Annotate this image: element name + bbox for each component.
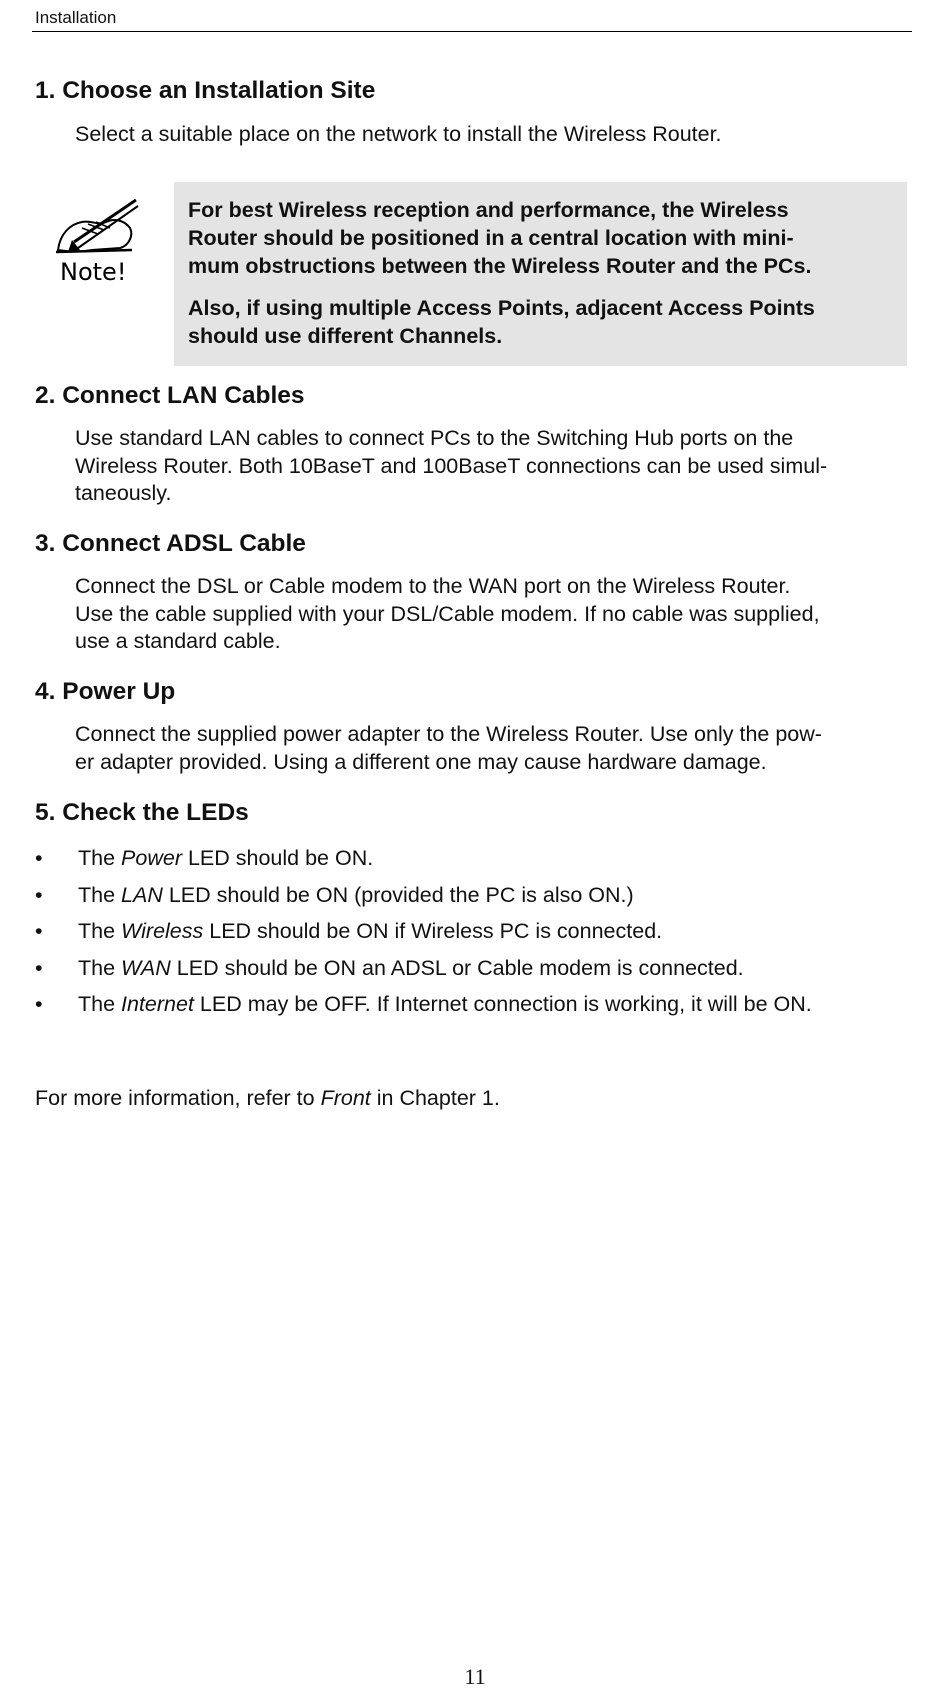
step-4-body (75, 721, 915, 776)
step-2-line: Wireless Router. Both 10BaseT and 100BaseT connections can be used simul- (75, 453, 828, 478)
page-number: 11 (464, 1664, 486, 1689)
note-icon (52, 194, 140, 286)
led-item-post: LED may be OFF. If Internet connection is working, it will be ON. (193, 992, 812, 1016)
note-line: Also, if using multiple Access Points, adjacent Access Points (188, 296, 815, 320)
step-5-heading: 5. Check the LEDs (35, 799, 249, 826)
led-item-pre: The (78, 955, 122, 980)
more-info-pre: For more information, refer to (35, 1086, 321, 1110)
page-header: Installation (35, 8, 117, 27)
led-item-text (78, 881, 634, 909)
step-1-line: Select a suitable place on the network to install the Wireless Router. (75, 122, 722, 146)
led-item-post: LED should be ON an ADSL or Cable modem is connected. (170, 955, 744, 980)
led-name: LAN (121, 882, 163, 907)
note-line: Router should be positioned in a central location with mini- (188, 226, 794, 250)
step-2-body (75, 425, 915, 508)
led-item-pre: The (78, 992, 122, 1016)
note-paragraph-1 (188, 196, 893, 280)
led-item-pre: The (78, 846, 122, 870)
bullet-icon: • (35, 919, 43, 943)
header-rule (32, 31, 912, 32)
note-box (174, 182, 907, 366)
led-item-pre: The (78, 882, 122, 907)
note-line: should use different Channels. (188, 324, 503, 348)
led-item-text (78, 990, 812, 1018)
step-2-line: taneously. (75, 481, 172, 505)
step-4-line: Connect the supplied power adapter to the Wireless Router. Use only the pow- (75, 722, 822, 746)
led-item-post: LED should be ON if Wireless PC is connected. (203, 919, 663, 943)
bullet-icon: • (35, 955, 43, 980)
led-name: Wireless (121, 919, 204, 943)
note-label: Note! (60, 258, 127, 286)
more-info-post: in Chapter 1. (370, 1086, 500, 1110)
step-2-line: Use standard LAN cables to connect PCs to the Switching Hub ports on the (75, 426, 794, 450)
step-3-line: Connect the DSL or Cable modem to the WAN port on the Wireless Router. (75, 574, 791, 598)
led-item-post: LED should be ON (provided the PC is also ON.) (162, 882, 634, 907)
bullet-icon: • (35, 846, 43, 870)
led-item-pre: The (78, 919, 122, 943)
led-item-text (78, 844, 373, 872)
more-info-reference: Front (320, 1086, 371, 1110)
step-3-line: Use the cable supplied with your DSL/Cable modem. If no cable was supplied, (75, 601, 820, 626)
note-line: For best Wireless reception and performance, the Wireless (188, 198, 789, 222)
led-item-text (78, 917, 662, 945)
step-3-body (75, 573, 915, 656)
bullet-icon: • (35, 992, 43, 1016)
step-2-heading: 2. Connect LAN Cables (35, 382, 305, 409)
step-3-line: use a standard cable. (75, 629, 281, 653)
note-pencil-hand-icon (52, 194, 140, 286)
led-item-post: LED should be ON. (181, 846, 374, 870)
step-1-heading: 1. Choose an Installation Site (35, 77, 376, 104)
note-line: mum obstructions between the Wireless Router and the PCs. (188, 254, 812, 278)
more-info-text (35, 1086, 500, 1111)
step-4-heading: 4. Power Up (35, 678, 176, 705)
bullet-icon: • (35, 882, 43, 907)
led-item-text (78, 954, 744, 982)
step-3-heading: 3. Connect ADSL Cable (35, 530, 306, 557)
led-name: Power (121, 846, 182, 870)
step-4-line: er adapter provided. Using a different one may cause hardware damage. (75, 749, 767, 774)
led-name: WAN (121, 955, 171, 980)
note-paragraph-2 (188, 294, 893, 350)
led-name: Internet (121, 992, 194, 1016)
step-1-body (75, 121, 915, 149)
